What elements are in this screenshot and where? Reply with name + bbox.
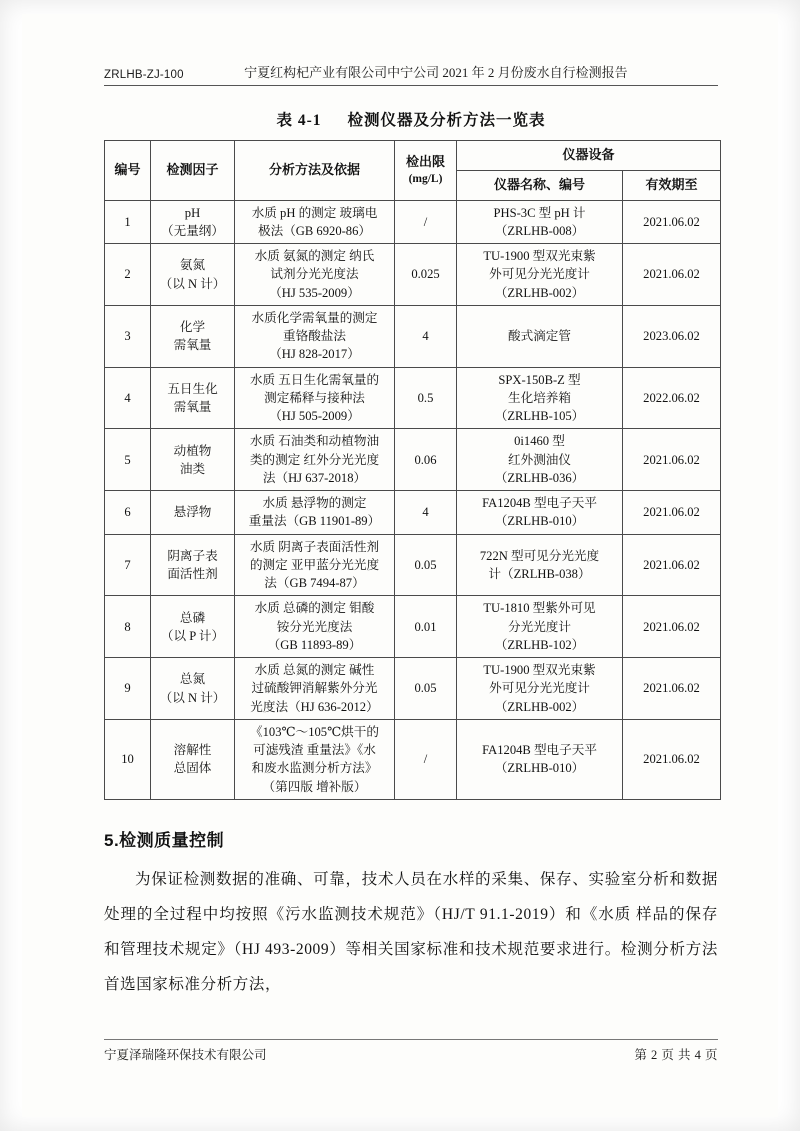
cell-limit: 4 — [395, 305, 457, 367]
cell-limit: 0.01 — [395, 596, 457, 658]
cell-equipment: TU-1810 型紫外可见 分光光度计 （ZRLHB-102） — [457, 596, 623, 658]
col-header-equipment-group: 仪器设备 — [457, 141, 721, 171]
cell-limit: 0.5 — [395, 367, 457, 429]
cell-limit: 0.06 — [395, 429, 457, 491]
cell-limit: / — [395, 200, 457, 244]
cell-limit: 4 — [395, 491, 457, 535]
cell-equipment: SPX-150B-Z 型 生化培养箱 （ZRLHB-105） — [457, 367, 623, 429]
table-header — [105, 141, 721, 201]
cell-limit: 0.05 — [395, 534, 457, 596]
cell-no: 4 — [105, 367, 151, 429]
table-row — [105, 491, 721, 535]
cell-method: 《103℃～105℃烘干的 可滤残渣 重量法》《水 和废水监测分析方法》 （第四版 增补版） — [235, 719, 395, 799]
cell-equipment: TU-1900 型双光束紫 外可见分光光度计 （ZRLHB-002） — [457, 658, 623, 720]
cell-equipment: PHS-3C 型 pH 计 （ZRLHB-008） — [457, 200, 623, 244]
page-content — [104, 62, 718, 1002]
table-header-row-1 — [105, 141, 721, 171]
table-row — [105, 719, 721, 799]
cell-limit: / — [395, 719, 457, 799]
table-row — [105, 367, 721, 429]
table-row — [105, 429, 721, 491]
cell-equipment: FA1204B 型电子天平 （ZRLHB-010） — [457, 719, 623, 799]
cell-valid-until: 2021.06.02 — [623, 429, 721, 491]
paper-sheet — [22, 14, 778, 1117]
cell-no: 3 — [105, 305, 151, 367]
cell-method: 水质化学需氧量的测定 重铬酸盐法 （HJ 828-2017） — [235, 305, 395, 367]
col-header-limit-unit: (mg/L) — [408, 173, 443, 186]
cell-valid-until: 2021.06.02 — [623, 534, 721, 596]
cell-equipment: FA1204B 型电子天平 （ZRLHB-010） — [457, 491, 623, 535]
col-header-limit-label: 检出限 — [405, 153, 445, 169]
cell-factor: 动植物 油类 — [151, 429, 235, 491]
cell-factor: 化学 需氧量 — [151, 305, 235, 367]
cell-factor: 五日生化 需氧量 — [151, 367, 235, 429]
cell-method: 水质 悬浮物的测定 重量法（GB 11901-89） — [235, 491, 395, 535]
cell-no: 6 — [105, 491, 151, 535]
section-paragraph: 为保证检测数据的准确、可靠，技术人员在水样的采集、保存、实验室分析和数据处理的全过程中均按照《污水监测技术规范》（HJ/T 91.1-2019）和《水质 样品的保存和管理技术规定》（HJ 493-2009）等相关国家标准和技术规范要求进行。检测分析方法首选国家标准分析方法， — [104, 870, 718, 993]
col-header-equipment-name: 仪器名称、编号 — [457, 170, 623, 200]
col-header-limit — [395, 141, 457, 201]
document-code: ZRLHB-ZJ-100 — [104, 69, 184, 81]
table-row — [105, 200, 721, 244]
cell-method: 水质 五日生化需氧量的 测定稀释与接种法 （HJ 505-2009） — [235, 367, 395, 429]
cell-no: 2 — [105, 244, 151, 306]
cell-valid-until: 2021.06.02 — [623, 491, 721, 535]
cell-valid-until: 2022.06.02 — [623, 367, 721, 429]
cell-factor: 氨氮 （以 N 计） — [151, 244, 235, 306]
col-header-factor: 检测因子 — [151, 141, 235, 201]
table-caption-text: 检测仪器及分析方法一览表 — [347, 112, 546, 129]
cell-valid-until: 2021.06.02 — [623, 596, 721, 658]
cell-factor: 阴离子表 面活性剂 — [151, 534, 235, 596]
cell-equipment: TU-1900 型双光束紫 外可见分光光度计 （ZRLHB-002） — [457, 244, 623, 306]
document-title: 宁夏红构杞产业有限公司中宁公司 2021 年 2 月份废水自行检测报告 — [244, 65, 628, 80]
cell-factor: 总磷 （以 P 计） — [151, 596, 235, 658]
col-header-method: 分析方法及依据 — [235, 141, 395, 201]
cell-no: 7 — [105, 534, 151, 596]
table-row — [105, 305, 721, 367]
section-heading: 5.检测质量控制 — [104, 830, 225, 850]
cell-method: 水质 氨氮的测定 纳氏 试剂分光光度法 （HJ 535-2009） — [235, 244, 395, 306]
table-row — [105, 658, 721, 720]
cell-factor: 悬浮物 — [151, 491, 235, 535]
document-footer — [104, 1039, 718, 1063]
cell-equipment: 722N 型可见分光光度 计（ZRLHB-038） — [457, 534, 623, 596]
cell-equipment: 0i1460 型 红外测油仪 （ZRLHB-036） — [457, 429, 623, 491]
cell-no: 8 — [105, 596, 151, 658]
cell-limit: 0.025 — [395, 244, 457, 306]
col-header-valid-until: 有效期至 — [623, 170, 721, 200]
cell-factor: 溶解性 总固体 — [151, 719, 235, 799]
cell-method: 水质 阴离子表面活性剂 的测定 亚甲蓝分光光度 法（GB 7494-87） — [235, 534, 395, 596]
cell-no: 10 — [105, 719, 151, 799]
footer-page-info: 第 2 页 共 4 页 — [634, 1048, 718, 1062]
cell-limit: 0.05 — [395, 658, 457, 720]
cell-no: 5 — [105, 429, 151, 491]
cell-method: 水质 pH 的测定 玻璃电 极法（GB 6920-86） — [235, 200, 395, 244]
col-header-no: 编号 — [105, 141, 151, 201]
table-row — [105, 534, 721, 596]
instrument-method-table — [104, 140, 721, 800]
cell-valid-until: 2023.06.02 — [623, 305, 721, 367]
cell-valid-until: 2021.06.02 — [623, 200, 721, 244]
cell-method: 水质 总氮的测定 碱性 过硫酸钾消解紫外分光 光度法（HJ 636-2012） — [235, 658, 395, 720]
cell-method: 水质 总磷的测定 钼酸 铵分光光度法 （GB 11893-89） — [235, 596, 395, 658]
cell-no: 9 — [105, 658, 151, 720]
table-row — [105, 596, 721, 658]
cell-valid-until: 2021.06.02 — [623, 719, 721, 799]
cell-equipment: 酸式滴定管 — [457, 305, 623, 367]
table-caption — [104, 108, 718, 130]
cell-valid-until: 2021.06.02 — [623, 244, 721, 306]
document-header — [104, 62, 718, 86]
cell-no: 1 — [105, 200, 151, 244]
table-caption-number: 表 4-1 — [276, 112, 322, 129]
cell-valid-until: 2021.06.02 — [623, 658, 721, 720]
table-row — [105, 244, 721, 306]
cell-factor: pH （无量纲） — [151, 200, 235, 244]
cell-factor: 总氮 （以 N 计） — [151, 658, 235, 720]
table-body — [105, 200, 721, 799]
cell-method: 水质 石油类和动植物油 类的测定 红外分光光度 法（HJ 637-2018） — [235, 429, 395, 491]
footer-company: 宁夏泽瑞隆环保技术有限公司 — [104, 1048, 267, 1062]
